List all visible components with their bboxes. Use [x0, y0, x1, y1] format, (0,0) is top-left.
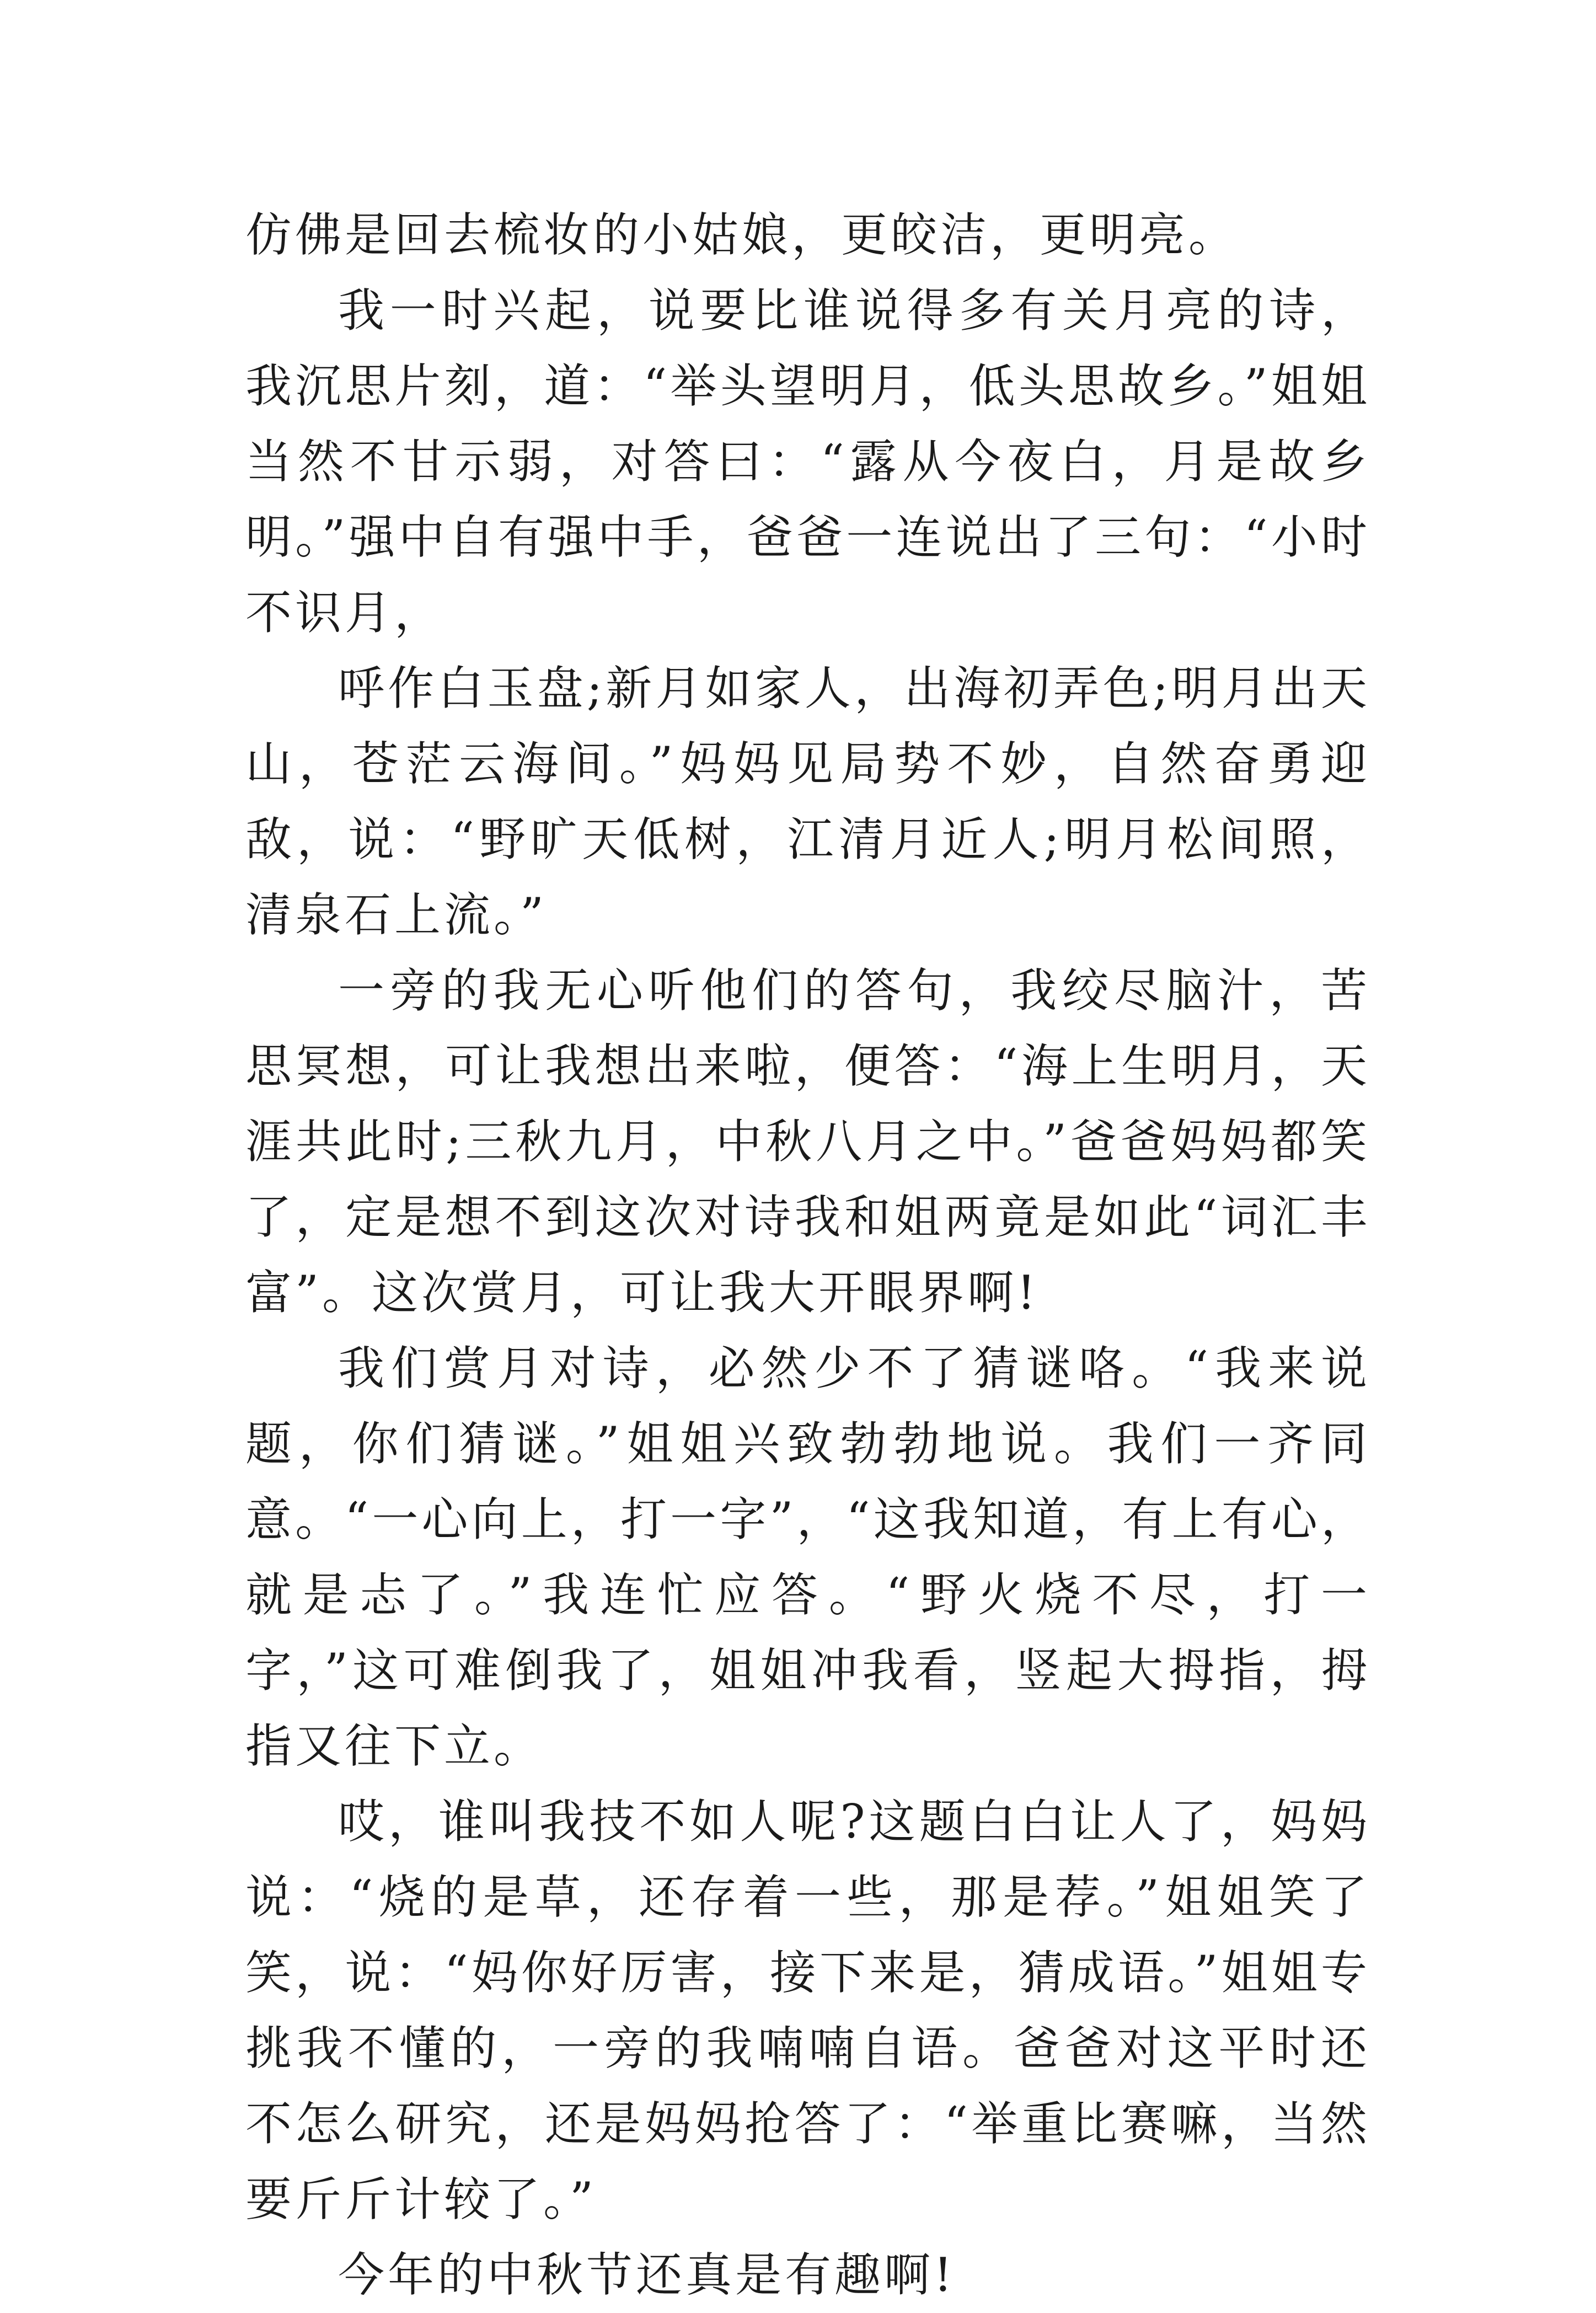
- document-body: [245, 197, 1370, 2313]
- paragraph: 哎，谁叫我技不如人呢?这题白白让人了，妈妈说：“烧的是草，还存着一些，那是荐。”姐姐笑了笑，说：“妈你好厉害，接下来是，猜成语。”姐姐专挑我不懂的，一旁的我喃喃自语。爸爸对这平时还不怎么研究，还是妈妈抢答了：“举重比赛嘛，当然要斤斤计较了。”: [245, 1795, 1370, 2226]
- paragraph: 一旁的我无心听他们的答句，我绞尽脑汁，苦思冥想，可让我想出来啦，便答：“海上生明月，天涯共此时;三秋九月，中秋八月之中。”爸爸妈妈都笑了，定是想不到这次对诗我和姐两竟是如此“词汇丰富”。这次赏月，可让我大开眼界啊!: [245, 963, 1370, 1320]
- paragraph: 我们赏月对诗，必然少不了猜谜咯。“我来说题，你们猜谜。”姐姐兴致勃勃地说。我们一齐同意。“一心向上，打一字”，“这我知道，有上有心，就是忐了。”我连忙应答。“野火烧不尽，打一字，”这可难倒我了，姐姐冲我看，竖起大拇指，拇指又往下立。: [245, 1341, 1370, 1773]
- paragraph: 呼作白玉盘;新月如家人，出海初弄色;明月出天山，苍茫云海间。”妈妈见局势不妙，自然奋勇迎敌，说：“野旷天低树，江清月近人;明月松间照，清泉石上流。”: [245, 661, 1370, 942]
- paragraph: 今年的中秋节还真是有趣啊!: [338, 2248, 956, 2302]
- paragraph: 仿佛是回去梳妆的小姑娘，更皎洁，更明亮。: [245, 208, 1239, 262]
- paragraph: 我一时兴起，说要比谁说得多有关月亮的诗，我沉思片刻，道：“举头望明月，低头思故乡。”姐姐当然不甘示弱，对答曰：“露从今夜白，月是故乡明。”强中自有强中手，爸爸一连说出了三句：“小时不识月，: [245, 283, 1370, 640]
